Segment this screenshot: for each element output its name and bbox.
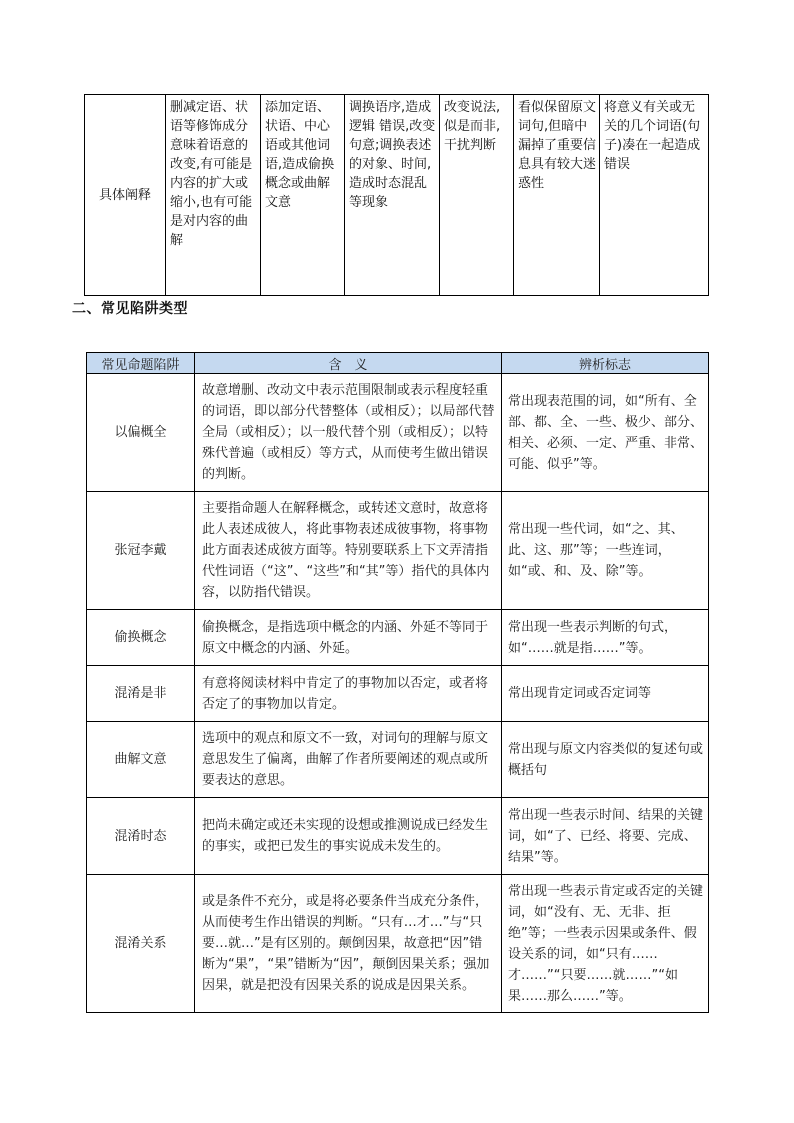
explanation-cell: 调换语序,造成逻辑 错误,改变句意;调换表述的对象、时间,造成时态混乱等现象 (345, 95, 440, 296)
header-marker: 辨析标志 (502, 353, 709, 374)
explanation-cell: 将意义有关或无关的几个词语(句子)凑在一起造成错误 (600, 95, 709, 296)
explanation-cell: 看似保留原文词句,但暗中漏掉了重要信息具有较大迷惑性 (514, 95, 600, 296)
table-row (87, 492, 709, 610)
explanation-cell: 改变说法,似是而非,干扰判断 (440, 95, 514, 296)
trap-name: 偷换概念 (87, 610, 195, 666)
table-row (87, 666, 709, 722)
section-heading: 二、常见陷阱类型 (72, 301, 188, 317)
trap-name: 张冠李戴 (87, 492, 195, 610)
header-meaning: 含 义 (195, 353, 502, 374)
table-row (87, 610, 709, 666)
trap-meaning: 偷换概念，是指选项中概念的内涵、外延不等同于原文中概念的内涵、外延。 (195, 610, 502, 666)
trap-meaning: 把尚未确定或还未实现的设想或推测说成已经发生的事实，或把已发生的事实说成未发生的。 (195, 798, 502, 875)
trap-marker: 常出现肯定词或否定词等 (502, 666, 709, 722)
trap-types-table (86, 352, 709, 1013)
table-row (87, 374, 709, 492)
trap-marker: 常出现一些表示肯定或否定的关键词，如“没有、无、无非、拒绝”等；一些表示因果或条件、假设关系的词，如“只有……才……”“只要……就……”“如果……那么……”等。 (502, 875, 709, 1013)
trap-name: 混淆时态 (87, 798, 195, 875)
trap-marker: 常出现表范围的词，如“所有、全部、都、全、一些、极少、部分、相关、必须、一定、严重、非常、可能、似乎”等。 (502, 374, 709, 492)
explanation-row (85, 95, 709, 296)
table-row (87, 798, 709, 875)
trap-meaning: 或是条件不充分，或是将必要条件当成充分条件，从而使考生作出错误的判断。“只有…才…”与“只要…就…”是有区别的。颠倒因果，故意把“因”错断为“果”，“果”错断为“因”，颠倒因果关系；强加因果，就是把没有因果关系的说成是因果关系。 (195, 875, 502, 1013)
explanation-cell: 添加定语、状语、中心语或其他词语,造成偷换概念或曲解文意 (261, 95, 345, 296)
explanation-cell: 删减定语、状语等修饰成分意味着语意的 改变,有可能是内容的扩大或缩小,也有可能是对内容的曲解 (166, 95, 261, 296)
trap-meaning: 主要指命题人在解释概念，或转述文意时，故意将此人表述成彼人，将此事物表述成彼事物，将事物此方面表述成彼方面等。特别要联系上下文弄清指代性词语（“这”、“这些”和“其”等）指代的具体内容，以防指代错误。 (195, 492, 502, 610)
header-trap-type: 常见命题陷阱 (87, 353, 195, 374)
trap-name: 混淆是非 (87, 666, 195, 722)
table-row (87, 722, 709, 798)
table-header-row (87, 353, 709, 374)
explanation-table (84, 94, 709, 296)
table-row (87, 875, 709, 1013)
trap-name: 曲解文意 (87, 722, 195, 798)
trap-marker: 常出现与原文内容类似的复述句或概括句 (502, 722, 709, 798)
trap-meaning: 有意将阅读材料中肯定了的事物加以否定，或者将否定了的事物加以肯定。 (195, 666, 502, 722)
trap-name: 混淆关系 (87, 875, 195, 1013)
trap-meaning: 故意增删、改动文中表示范围限制或表示程度轻重的词语，即以部分代替整体（或相反）；以局部代替全局（或相反）；以一般代替个别（或相反）；以特殊代普遍（或相反）等方式，从而使考生做出错误的判断。 (195, 374, 502, 492)
trap-marker: 常出现一些代词，如“之、其、此、这、那”等；一些连词，如“或、和、及、除”等。 (502, 492, 709, 610)
trap-meaning: 选项中的观点和原文不一致，对词句的理解与原文意思发生了偏离，曲解了作者所要阐述的观点或所要表达的意思。 (195, 722, 502, 798)
trap-name: 以偏概全 (87, 374, 195, 492)
row-label: 具体阐释 (85, 95, 166, 296)
trap-marker: 常出现一些表示时间、结果的关键词，如“了、已经、将要、完成、结果”等。 (502, 798, 709, 875)
trap-marker: 常出现一些表示判断的句式，如“……就是指……”等。 (502, 610, 709, 666)
